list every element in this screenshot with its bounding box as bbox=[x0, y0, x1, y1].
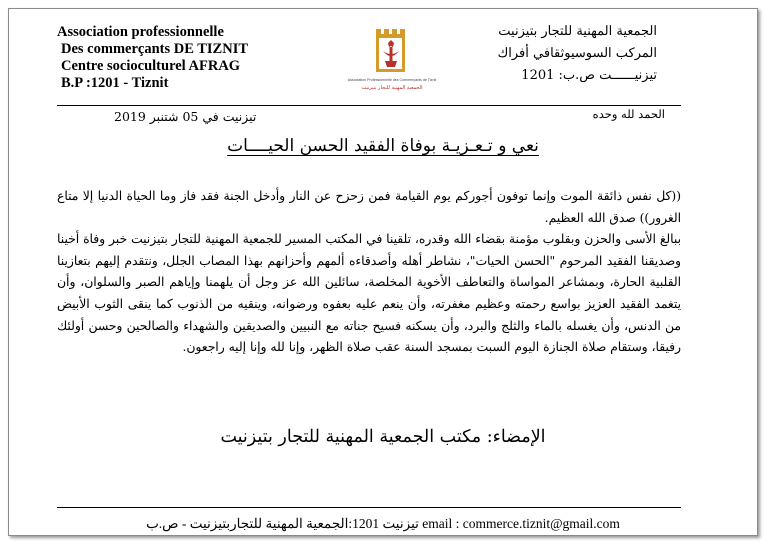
letter-body bbox=[57, 186, 681, 359]
quran-verse: ((كل نفس ذائقة الموت وإنما توفون أجوركم يوم القيامة فمن زحزح عن النار وأدخل الجنة فقد فاز وما الحياة الدنيا إلا متاع الغرور)) صدق الله العظيم. bbox=[57, 189, 681, 225]
header-arabic-line-1: الجمعية المهنية للتجار بتيزنيت bbox=[498, 24, 657, 39]
page-title bbox=[9, 136, 757, 156]
header-french-line-4: B.P :1201 - Tiznit bbox=[61, 75, 169, 91]
svg-text:Association Professionnelle de: Association Professionnelle des Commerçants de Tiznit bbox=[347, 78, 437, 82]
header-divider bbox=[57, 105, 681, 106]
date-line: تيزنيت في 05 شتنبر 2019 bbox=[114, 109, 257, 124]
footer-divider bbox=[57, 507, 681, 508]
footer-email-link[interactable]: commerce.tiznit@gmail.com bbox=[462, 516, 620, 531]
header-french-line-1: Association professionnelle bbox=[57, 24, 224, 40]
footer-email-label: email : bbox=[422, 516, 463, 531]
letter-page bbox=[8, 8, 758, 536]
footer-address: تيزنيت 1201:الجمعية المهنية للتجاربتيزنيت - ص.ب bbox=[146, 516, 419, 531]
page-title-text: نعي و تـعـزيـة بوفاة الفقيد الحسن الحيــــات bbox=[227, 136, 539, 156]
condolence-message: ببالغ الأسى والحزن وبقلوب مؤمنة بقضاء الله وقدره، تلقينا في المكتب المسير للجمعية المهنية للتجار بتيزنيت خبر وفاة أخينا وصديقنا الفقيد المرحوم "الحسن الحيات"، نشاطر أهله وأصدقاءه ألمهم وأحزانهم بهذا المصاب الجلل، ونتقدم إليهم بتعازينا القلبية الحارة، وبمشاعر المواساة والتعاطف الأخوية المخلصة، سائلين الله عز وجل أن يلهمنا وإياهم الصبر والسلوان، وأن يتغمد الفقيد العزيز بواسع رحمته وعظيم مغفرته، وأن ينعم عليه بعفوه ورضوانه، وينقيه من الذنوب كما ينقى الثوب الأبيض من الدنس، وأن يغسله بالماء والثلج والبرد، وأن يسكنه فسيح جناته مع النبيين والصديقين والشهداء والصالحين وحسن أولئك رفيقا، وستقام صلاة الجنازة اليوم السبت بمسجد السنة عقب صلاة الظهر، وإنا لله وإنا إليه راجعون. bbox=[57, 232, 681, 355]
header-french-block bbox=[57, 24, 287, 92]
header-arabic-line-3: تيزنيــــــت ص.ب: 1201 bbox=[521, 68, 657, 83]
header-arabic-line-2: المركب السوسيوثقافي أفراك bbox=[497, 46, 657, 61]
signature: الإمضاء: مكتب الجمعية المهنية للتجار بتيزنيت bbox=[220, 427, 546, 447]
footer bbox=[9, 516, 757, 532]
castle-emblem-icon bbox=[376, 29, 405, 72]
header-french-line-3: Centre socioculturel AFRAG bbox=[61, 58, 241, 74]
header-arabic-block bbox=[457, 21, 657, 87]
header-french-line-2: Des commerçants DE TIZNIT bbox=[61, 41, 249, 57]
association-logo bbox=[344, 23, 440, 95]
svg-text:الجمعية المهنية للتجار بتيزنيت: الجمعية المهنية للتجار بتيزنيت bbox=[361, 85, 423, 91]
hamd-line: الحمد لله وحده bbox=[592, 107, 665, 121]
